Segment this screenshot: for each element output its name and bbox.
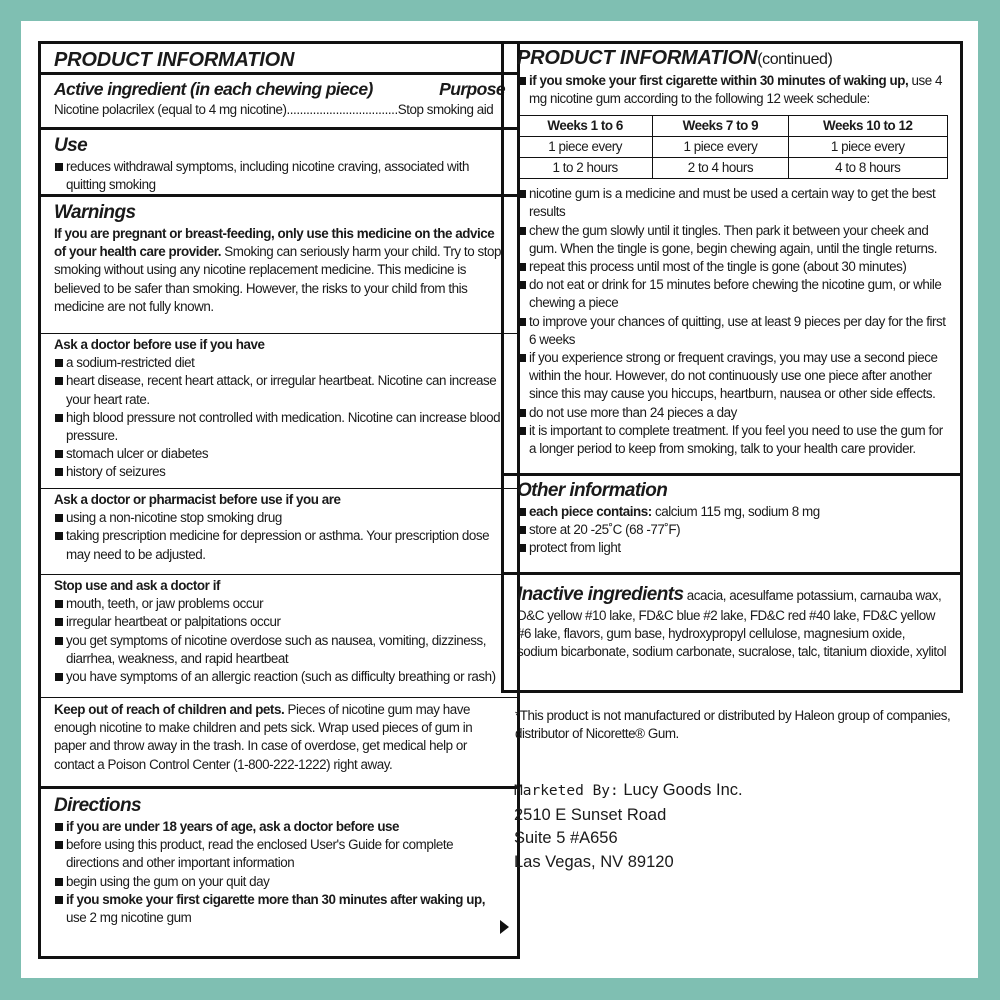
directions-item: [54, 891, 505, 927]
schedule-intro: [517, 72, 948, 108]
schedule-cell: 1 to 2 hours: [518, 158, 653, 179]
list-item: using a non-nicotine stop smoking drug: [54, 509, 505, 527]
usage-instructions-list: [517, 185, 948, 458]
directions-item: begin using the gum on your quit day: [54, 873, 505, 891]
schedule-cell: Weeks 1 to 6: [518, 115, 653, 136]
marketer-block: [514, 779, 954, 874]
ask-doctor-section: [41, 334, 517, 489]
schedule-intro-text: use 4 mg nicotine gum according to the following 12 week schedule:: [529, 73, 943, 107]
directions-item: if you are under 18 years of age, ask a doctor before use: [54, 818, 505, 836]
keep-out-section: [41, 698, 517, 789]
other-info-item: protect from light: [517, 539, 948, 557]
other-info-item-bold: each piece contains:: [529, 504, 652, 519]
schedule-cell: 4 to 8 hours: [788, 158, 947, 179]
use-list: [54, 158, 505, 194]
stop-use-list: [54, 595, 505, 686]
list-item: do not eat or drink for 15 minutes before chewing the nicotine gum, or while chewing a piece: [517, 276, 948, 312]
product-info-title: PRODUCT INFORMATION: [54, 49, 295, 71]
continued-suffix: (continued): [757, 51, 833, 68]
directions-item: before using this product, read the enclosed User's Guide for complete directions and other important information: [54, 836, 505, 872]
marketer-name: Lucy Goods Inc.: [618, 781, 743, 799]
schedule-cell: 1 piece every: [518, 136, 653, 157]
inactive-ingredients-heading: Inactive ingredients: [517, 584, 684, 605]
product-info-title-section: [41, 44, 517, 75]
other-info-item-text: calcium 115 mg, sodium 8 mg: [651, 504, 820, 519]
list-item: to improve your chances of quitting, use at least 9 pieces per day for the first 6 weeks: [517, 313, 948, 349]
other-info-section: [504, 479, 960, 575]
purpose-heading: Purpose: [439, 79, 505, 99]
pregnancy-warning: [54, 225, 505, 316]
schedule-cell: 1 piece every: [653, 136, 788, 157]
warnings-intro-section: [41, 201, 517, 333]
list-item: heart disease, recent heart attack, or irregular heartbeat. Nicotine can increase your heart rate.: [54, 372, 505, 408]
dosage-schedule-table: [517, 115, 948, 180]
continued-title: PRODUCT INFORMATION: [517, 47, 758, 69]
schedule-cell: Weeks 10 to 12: [788, 115, 947, 136]
ask-pharmacist-section: [41, 489, 517, 575]
inactive-ingredients-section: [504, 575, 960, 695]
active-ingredient-heading: Active ingredient (in each chewing piece): [54, 79, 373, 99]
directions-item-bold: if you smoke your first cigarette more than 30 minutes after waking up,: [66, 891, 485, 907]
use-heading: Use: [54, 135, 88, 156]
continued-section: [504, 49, 960, 476]
ask-doctor-list: [54, 354, 505, 481]
directions-item-text: use 2 mg nicotine gum: [66, 910, 192, 926]
label-panel: [21, 21, 978, 978]
marketer-address-line: Las Vegas, NV 89120: [514, 852, 674, 871]
list-item: chew the gum slowly until it tingles. Then park it between your cheek and gum. When the tingle is gone, begin chewing again, until the tingle returns.: [517, 222, 948, 258]
directions-heading: Directions: [54, 795, 141, 816]
list-item: it is important to complete treatment. If you feel you need to use the gum for a longer period to keep from smoking, talk to your health care provider.: [517, 422, 948, 458]
list-item: mouth, teeth, or jaw problems occur: [54, 595, 505, 613]
list-item: do not use more than 24 pieces a day: [517, 404, 948, 422]
stop-use-section: [41, 575, 517, 698]
marketer-address-line: Suite 5 #A656: [514, 829, 618, 847]
pregnancy-warning-text: Smoking can seriously harm your child. Try to stop smoking without using any nicotine replacement medicine. This medicine is believed to be safer than smoking. However, the risks to your child from this medicine are not fully known.: [54, 244, 501, 314]
use-section: [41, 130, 517, 197]
schedule-cell: 2 to 4 hours: [653, 158, 788, 179]
footnote: *This product is not manufactured or distributed by Haleon group of companies, distributor of Nicorette® Gum.: [515, 708, 951, 742]
right-column: [501, 41, 963, 693]
schedule-intro-bold: if you smoke your first cigarette within 30 minutes of waking up,: [529, 73, 909, 89]
list-item: reduces withdrawal symptoms, including nicotine craving, associated with quitting smoking: [54, 158, 505, 194]
list-item: nicotine gum is a medicine and must be used a certain way to get the best results: [517, 185, 948, 221]
pregnancy-warning-bold: If you are pregnant or breast-feeding, only use this medicine on the advice of your health care provider.: [54, 226, 495, 260]
active-ingredient-section: [41, 75, 517, 130]
ask-pharmacist-list: [54, 509, 505, 564]
warnings-heading: Warnings: [54, 202, 136, 223]
continue-arrow-icon: [500, 920, 509, 934]
list-item: you have symptoms of an allergic reaction (such as difficulty breathing or rash): [54, 668, 505, 686]
inactive-ingredients-text: acacia, acesulfame potassium, carnauba wax, D&C yellow #10 lake, FD&C blue #2 lake, FD&C red #40 lake, FD&C yellow #6 lake, flavors, gum base, hydroxypropyl cellulose, magnesium oxide, sodium bicarbonate, sodium carbonate, sucralose, talc, titanium dioxide, xylitol: [517, 588, 947, 660]
other-info-heading: Other information: [517, 480, 668, 501]
keep-out-text: Pieces of nicotine gum may have enough nicotine to make children and pets sick. Wrap used pieces of gum in paper and throw away in the trash. In case of overdose, get medical help or contact a Poison Control Center (1-800-222-1222) right away.: [54, 702, 473, 772]
ask-pharmacist-heading: Ask a doctor or pharmacist before use if you are: [54, 492, 341, 507]
list-item: a sodium-restricted diet: [54, 354, 505, 372]
left-column: [38, 41, 520, 959]
list-item: irregular heartbeat or palpitations occur: [54, 613, 505, 631]
list-item: repeat this process until most of the tingle is gone (about 30 minutes): [517, 258, 948, 276]
schedule-cell: 1 piece every: [788, 136, 947, 157]
list-item: high blood pressure not controlled with medication. Nicotine can increase blood pressure.: [54, 409, 505, 445]
keep-out-bold: Keep out of reach of children and pets.: [54, 702, 285, 717]
list-item: stomach ulcer or diabetes: [54, 445, 505, 463]
marketer-address-line: 2510 E Sunset Road: [514, 805, 667, 824]
active-ingredient-line: Nicotine polacrilex (equal to 4 mg nicotine)..................................Stop smoking aid: [54, 102, 494, 117]
marketer-label: Marketed By:: [514, 783, 619, 799]
directions-section: [41, 794, 517, 944]
ask-doctor-heading: Ask a doctor before use if you have: [54, 337, 265, 352]
list-item: if you experience strong or frequent cravings, you may use a second piece within the hour. However, do not continuously use one piece after another since this may cause you hiccups, heartburn, nausea or other side effects.: [517, 349, 948, 404]
stop-use-heading: Stop use and ask a doctor if: [54, 578, 220, 593]
other-info-item: [517, 503, 948, 521]
list-item: taking prescription medicine for depression or asthma. Your prescription dose may need to be adjusted.: [54, 527, 505, 563]
other-info-item: store at 20 -25˚C (68 -77˚F): [517, 521, 948, 539]
list-item: history of seizures: [54, 463, 505, 481]
list-item: you get symptoms of nicotine overdose such as nausea, vomiting, dizziness, diarrhea, weakness, and rapid heartbeat: [54, 632, 505, 668]
schedule-cell: Weeks 7 to 9: [653, 115, 788, 136]
